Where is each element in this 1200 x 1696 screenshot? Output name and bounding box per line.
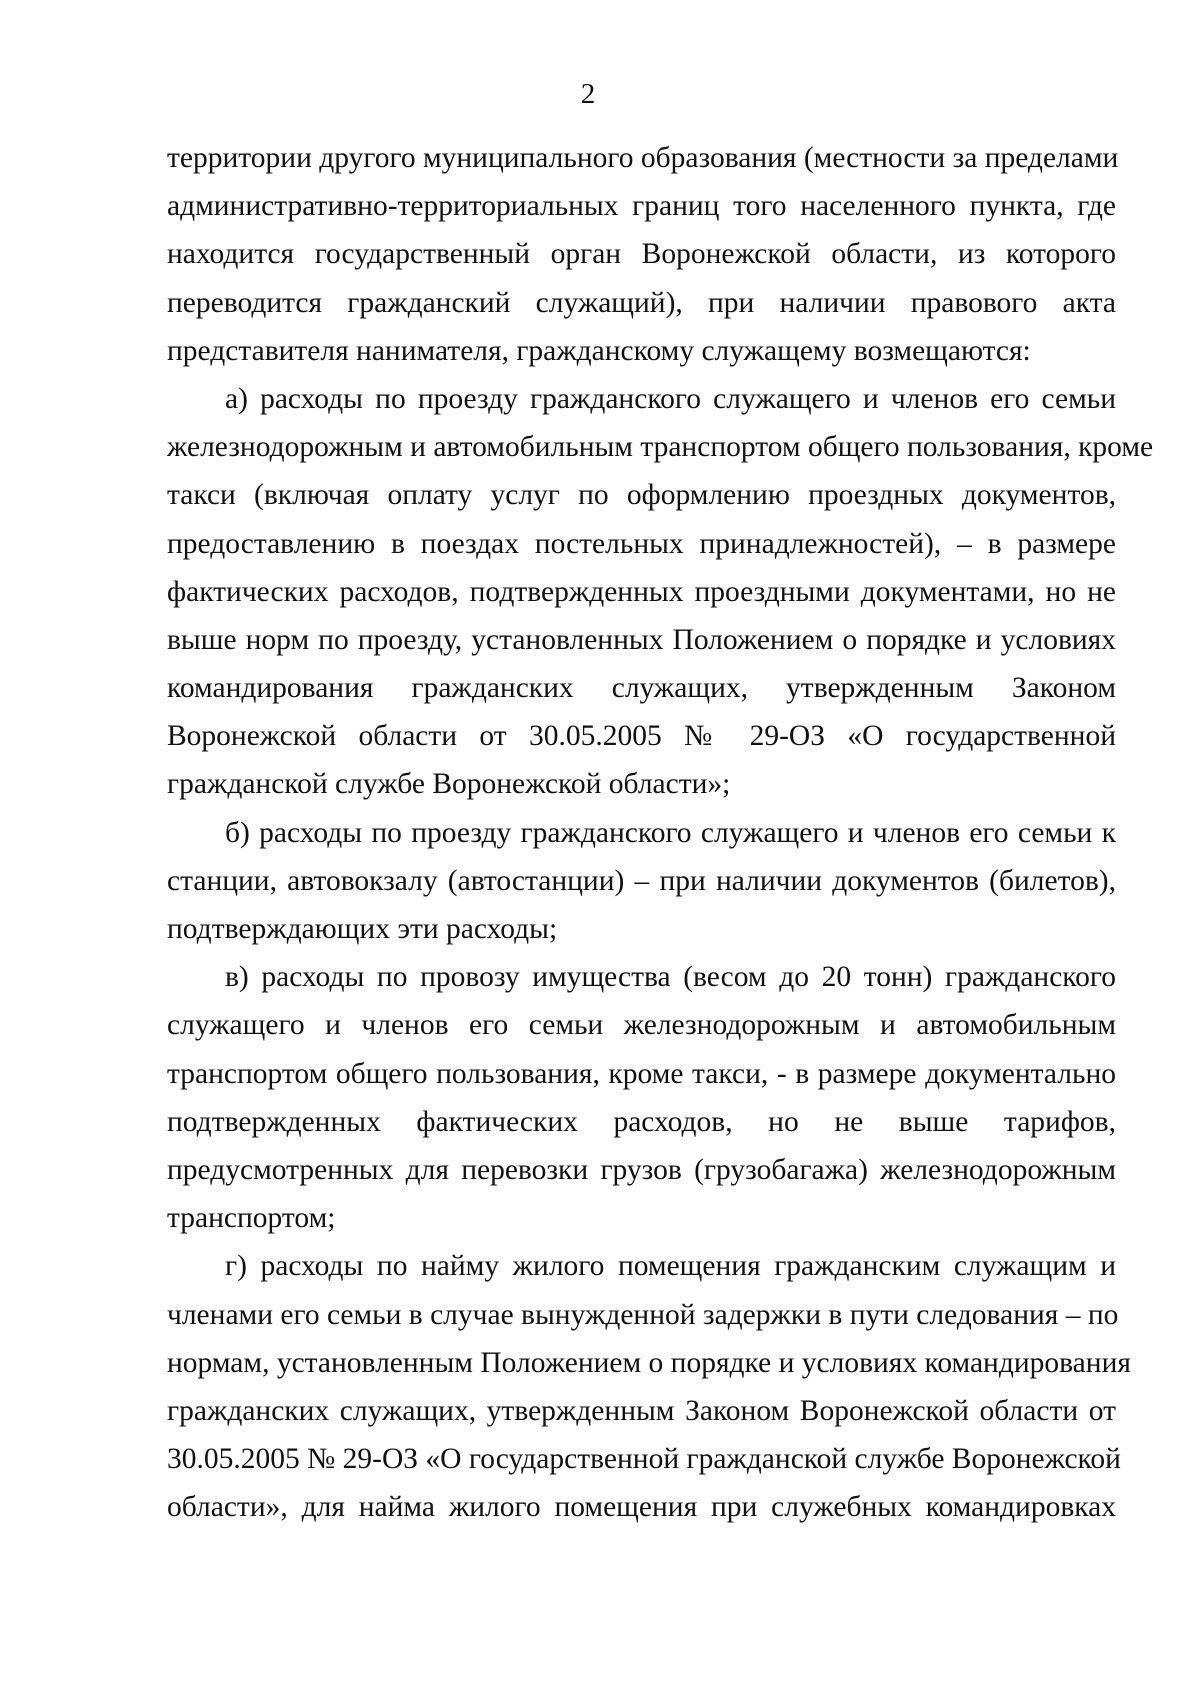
text-line: гражданских служащих, утвержденным Законом Воронежской области от bbox=[167, 1394, 1116, 1427]
text-line: фактических расходов, подтвержденных проездными документами, но не bbox=[167, 575, 1116, 608]
text-line: Воронежской области от 30.05.2005 № 29-ОЗ «О государственной bbox=[167, 720, 1116, 753]
text-line: а) расходы по проезду гражданского служащего и членов его семьи bbox=[225, 382, 1116, 415]
text-line: нормам, установленным Положением о порядке и условиях командирования bbox=[167, 1346, 1131, 1379]
text-line: выше норм по проезду, установленных Положением о порядке и условиях bbox=[167, 623, 1116, 656]
text-line: представителя нанимателя, гражданскому служащему возмещаются: bbox=[167, 334, 1031, 367]
text-line: такси (включая оплату услуг по оформлению проездных документов, bbox=[167, 479, 1116, 512]
text-line: б) расходы по проезду гражданского служащего и членов его семьи к bbox=[225, 816, 1116, 849]
text-line: г) расходы по найму жилого помещения гражданским служащим и bbox=[225, 1250, 1116, 1283]
text-line: командирования гражданских служащих, утвержденным Законом bbox=[167, 672, 1116, 705]
text-line: в) расходы по провозу имущества (весом до 20 тонн) гражданского bbox=[225, 961, 1116, 994]
text-line: станции, автовокзалу (автостанции) – при наличии документов (билетов), bbox=[167, 864, 1116, 897]
text-line: переводится гражданский служащий), при наличии правового акта bbox=[167, 286, 1116, 319]
body-text bbox=[167, 134, 1154, 1531]
paragraph-item-b bbox=[167, 809, 1116, 954]
text-line: области», для найма жилого помещения при служебных командировках bbox=[167, 1491, 1116, 1524]
text-line: подтверждающих эти расходы; bbox=[167, 913, 558, 945]
text-line: подтвержденных фактических расходов, но не выше тарифов, bbox=[167, 1105, 1116, 1138]
text-line: административно-территориальных границ того населенного пункта, где bbox=[167, 190, 1116, 223]
page-number: 2 bbox=[580, 78, 596, 110]
text-line: территории другого муниципального образования (местности за пределами bbox=[167, 142, 1119, 174]
text-line: предоставлению в поездах постельных принадлежностей), – в размере bbox=[167, 527, 1116, 560]
text-line: гражданской службе Воронежской области»; bbox=[167, 768, 731, 801]
paragraph-item-a bbox=[167, 375, 1154, 809]
text-line: транспортом; bbox=[167, 1202, 336, 1235]
paragraph-item-g bbox=[167, 1242, 1131, 1531]
text-line: транспортом общего пользования, кроме такси, - в размере документально bbox=[167, 1057, 1116, 1090]
paragraph-item-v bbox=[167, 953, 1116, 1242]
text-line: железнодорожным и автомобильным транспортом общего пользования, кроме bbox=[167, 431, 1154, 464]
text-line: 30.05.2005 № 29-ОЗ «О государственной гражданской службе Воронежской bbox=[167, 1443, 1121, 1476]
paragraph-continuation bbox=[167, 134, 1119, 375]
text-line: находится государственный орган Воронежской области, из которого bbox=[167, 238, 1116, 271]
text-line: служащего и членов его семьи железнодорожным и автомобильным bbox=[167, 1009, 1116, 1042]
text-line: членами его семьи в случае вынужденной задержки в пути следования – по bbox=[167, 1298, 1119, 1331]
text-line: предусмотренных для перевозки грузов (грузобагажа) железнодорожным bbox=[167, 1153, 1116, 1186]
